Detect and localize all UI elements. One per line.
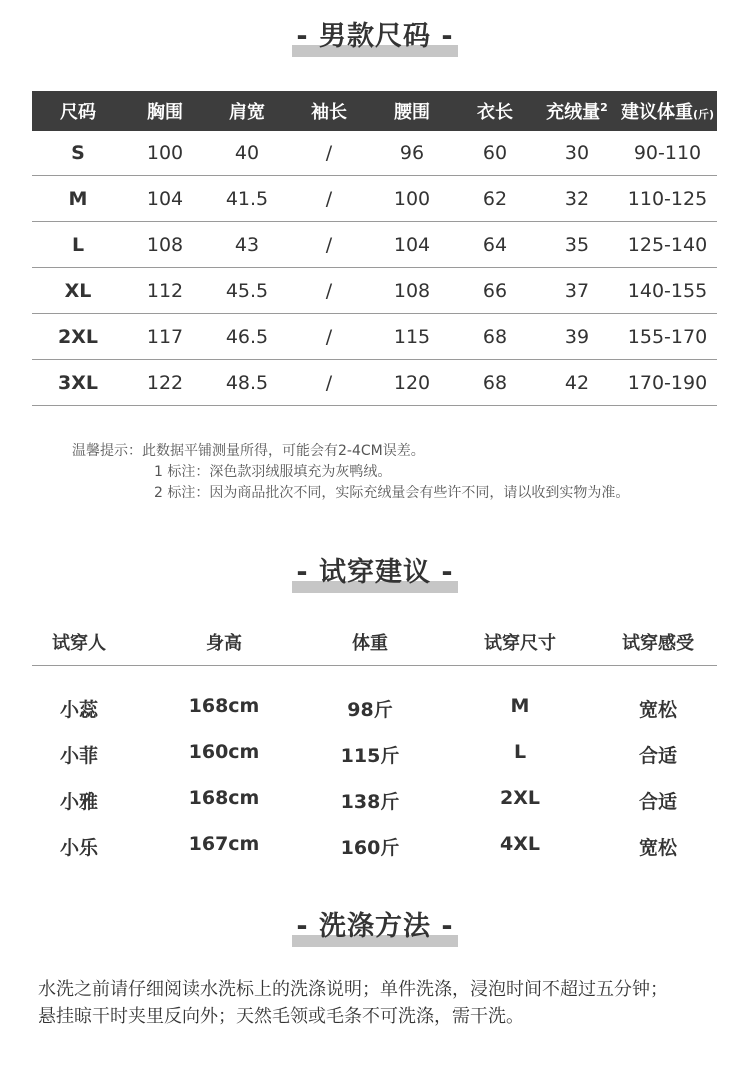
- note-line-2: 1 标注：深色款羽绒服填充为灰鸭绒。: [154, 464, 392, 480]
- size-cell-sleeve: /: [288, 314, 370, 360]
- size-cell-weight: 125-140: [618, 222, 717, 268]
- size-row: [32, 176, 717, 222]
- size-cell-length: 64: [454, 222, 536, 268]
- size-cell-chest: 122: [124, 360, 206, 406]
- try-cell-feel: 宽松: [638, 699, 677, 721]
- try-cell-person: 小雅: [59, 791, 98, 813]
- size-cell-chest: 104: [124, 176, 206, 222]
- size-cell-sleeve: /: [288, 222, 370, 268]
- try-row: [32, 693, 717, 723]
- size-cell-shoulder: 41.5: [206, 176, 288, 222]
- size-cell-weight: 90-110: [618, 131, 717, 176]
- size-cell-chest: 112: [124, 268, 206, 314]
- header-chest: 胸围: [124, 91, 206, 131]
- size-row: [32, 222, 717, 268]
- size-cell-size: M: [32, 176, 124, 222]
- size-cell-waist: 96: [370, 131, 454, 176]
- try-header-feel: 试穿感受: [622, 633, 694, 654]
- size-cell-size: 3XL: [32, 360, 124, 406]
- size-row: [32, 131, 717, 176]
- try-cell-height: 168cm: [188, 695, 260, 717]
- try-header-person: 试穿人: [52, 633, 106, 654]
- size-cell-shoulder: 48.5: [206, 360, 288, 406]
- size-cell-weight: 110-125: [618, 176, 717, 222]
- try-cell-height: 168cm: [188, 787, 260, 809]
- header-down-fill-label: 充绒量: [546, 102, 601, 123]
- size-cell-length: 68: [454, 360, 536, 406]
- header-weight: [618, 91, 717, 131]
- size-row: [32, 268, 717, 314]
- header-down-fill-sup: 2: [600, 101, 608, 114]
- size-cell-sleeve: /: [288, 131, 370, 176]
- try-row: [32, 831, 717, 861]
- size-table-header: [32, 91, 717, 131]
- try-cell-weight: 98斤: [347, 699, 393, 721]
- size-cell-sleeve: /: [288, 268, 370, 314]
- size-cell-chest: 100: [124, 131, 206, 176]
- try-cell-feel: 合适: [638, 791, 677, 813]
- size-cell-size: XL: [32, 268, 124, 314]
- size-cell-weight: 140-155: [618, 268, 717, 314]
- try-table-header: [32, 625, 717, 666]
- header-waist: 腰围: [370, 91, 454, 131]
- size-cell-shoulder: 46.5: [206, 314, 288, 360]
- header-down-fill: [536, 91, 618, 131]
- try-cell-weight: 115斤: [340, 745, 400, 767]
- size-cell-size: 2XL: [32, 314, 124, 360]
- header-weight-label: 建议体重: [620, 102, 693, 123]
- note-line-3: 2 标注：因为商品批次不同，实际充绒量会有些许不同，请以收到实物为准。: [154, 485, 630, 501]
- size-cell-chest: 117: [124, 314, 206, 360]
- size-cell-waist: 120: [370, 360, 454, 406]
- size-cell-size: L: [32, 222, 124, 268]
- men-size-title: [0, 20, 750, 54]
- try-on-title-text: - 试穿建议 -: [296, 557, 454, 588]
- size-cell-length: 68: [454, 314, 536, 360]
- header-sleeve: 袖长: [288, 91, 370, 131]
- wash-line-1: 水洗之前请仔细阅读水洗标上的洗涤说明；单件洗涤，浸泡时间不超过五分钟；: [38, 979, 668, 1000]
- try-cell-size: L: [513, 741, 527, 763]
- size-cell-length: 62: [454, 176, 536, 222]
- header-weight-unit: (斤): [692, 108, 715, 121]
- size-cell-waist: 115: [370, 314, 454, 360]
- try-cell-weight: 160斤: [340, 837, 400, 859]
- washing-title: [0, 910, 750, 944]
- header-size: 尺码: [32, 91, 124, 131]
- try-header-weight: 体重: [352, 633, 388, 654]
- try-cell-height: 167cm: [188, 833, 260, 855]
- size-row: [32, 360, 717, 406]
- try-on-title: [0, 556, 750, 590]
- size-cell-sleeve: /: [288, 360, 370, 406]
- size-cell-length: 60: [454, 131, 536, 176]
- try-header-height: 身高: [206, 633, 242, 654]
- size-cell-weight: 155-170: [618, 314, 717, 360]
- size-cell-down-fill: 35: [536, 222, 618, 268]
- size-cell-weight: 170-190: [618, 360, 717, 406]
- try-cell-feel: 合适: [638, 745, 677, 767]
- size-row: [32, 314, 717, 360]
- try-cell-size: M: [510, 695, 530, 717]
- header-shoulder: 肩宽: [206, 91, 288, 131]
- size-cell-waist: 108: [370, 268, 454, 314]
- try-header-size: 试穿尺寸: [484, 633, 556, 654]
- men-size-title-text: - 男款尺码 -: [296, 21, 454, 52]
- try-row: [32, 785, 717, 815]
- size-table: [32, 91, 717, 406]
- size-cell-down-fill: 32: [536, 176, 618, 222]
- try-cell-size: 2XL: [500, 787, 540, 809]
- try-cell-height: 160cm: [188, 741, 260, 763]
- size-cell-size: S: [32, 131, 124, 176]
- size-cell-shoulder: 43: [206, 222, 288, 268]
- wash-line-2: 悬挂晾干时夹里反向外；天然毛领或毛条不可洗涤，需干洗。: [38, 1006, 524, 1027]
- try-cell-person: 小菲: [59, 745, 98, 767]
- size-cell-down-fill: 30: [536, 131, 618, 176]
- try-cell-size: 4XL: [500, 833, 540, 855]
- size-cell-waist: 104: [370, 222, 454, 268]
- size-cell-down-fill: 42: [536, 360, 618, 406]
- washing-instructions: [38, 976, 668, 1030]
- size-cell-waist: 100: [370, 176, 454, 222]
- size-cell-shoulder: 40: [206, 131, 288, 176]
- header-length: 衣长: [454, 91, 536, 131]
- note-line-1: 温馨提示：此数据平铺测量所得，可能会有2-4CM误差。: [72, 443, 425, 459]
- washing-title-text: - 洗涤方法 -: [296, 911, 454, 942]
- size-cell-length: 66: [454, 268, 536, 314]
- try-row: [32, 739, 717, 769]
- size-cell-sleeve: /: [288, 176, 370, 222]
- size-table-body: [32, 131, 717, 406]
- size-cell-shoulder: 45.5: [206, 268, 288, 314]
- try-cell-feel: 宽松: [638, 837, 677, 859]
- try-cell-weight: 138斤: [340, 791, 400, 813]
- size-cell-chest: 108: [124, 222, 206, 268]
- try-cell-person: 小乐: [59, 837, 98, 859]
- size-cell-down-fill: 39: [536, 314, 618, 360]
- try-cell-person: 小蕊: [59, 699, 98, 721]
- size-cell-down-fill: 37: [536, 268, 618, 314]
- size-notes: [72, 441, 629, 504]
